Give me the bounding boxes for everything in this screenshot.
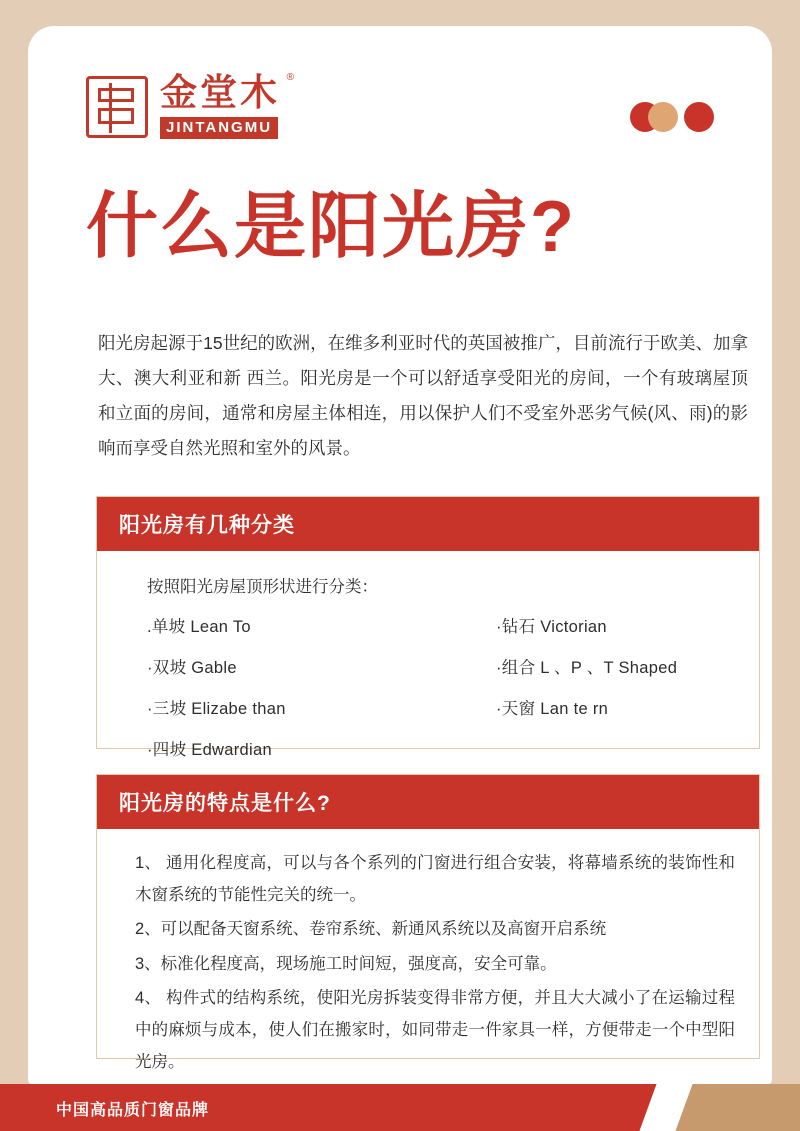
dot-red-2-icon <box>684 102 714 132</box>
page-title: 什么是阳光房? <box>86 187 576 267</box>
section-features <box>96 774 760 1072</box>
list-item: ·钻石 Victorian <box>496 618 607 636</box>
section-classification-body <box>97 551 759 787</box>
list-item: ·天窗 Lan te rn <box>496 700 609 718</box>
classification-sub-label: 按照阳光房屋顶形状进行分类： <box>147 578 378 596</box>
section-classification <box>96 496 760 759</box>
decorative-dots <box>630 102 714 132</box>
registered-mark-icon: ® <box>286 72 294 83</box>
classification-column-right <box>428 613 735 777</box>
intro-paragraph: 阳光房起源于15世纪的欧洲，在维多利亚时代的英国被推广，目前流行于欧美、加拿大、澳大利亚和新 西兰。阳光房是一个可以舒适享受阳光的房间，一个有玻璃屋顶和立面的房间，通常和房屋主体相连，用以保护人们不受室外恶劣气候(风、雨)的影响而享受自然光照和室外的风景。 <box>98 333 748 458</box>
poster-card <box>28 26 772 1084</box>
classification-column-left <box>121 613 428 777</box>
list-item: 3、标准化程度高，现场施工时间短，强度高，安全可靠。 <box>135 954 557 973</box>
list-item: 2、可以配备天窗系统、卷帘系统、新通风系统以及高窗开启系统 <box>135 920 607 939</box>
list-item: ·双坡 Gable <box>147 659 237 677</box>
list-item: .单坡 Lean To <box>147 618 251 636</box>
section-features-body <box>97 829 759 1090</box>
brand-name-cn: 金堂木 <box>160 72 280 113</box>
brand-name-en: JINTANGMU <box>160 117 278 139</box>
section-features-heading: 阳光房的特点是什么? <box>97 775 759 829</box>
list-item: ·组合 L 、P 、T Shaped <box>496 659 678 677</box>
footer-bar <box>0 1084 800 1131</box>
footer-slogan: 中国高品质门窗品牌 <box>56 1102 210 1119</box>
section-classification-heading: 阳光房有几种分类 <box>97 497 759 551</box>
list-item: ·三坡 Elizabe than <box>147 700 286 718</box>
brand-logo <box>86 72 294 139</box>
dot-tan-icon <box>648 102 678 132</box>
brand-logo-text <box>160 72 294 139</box>
list-item: 1、 通用化程度高，可以与各个系列的门窗进行组合安装，将幕墙系统的装饰性和木窗系统的节能性完关的统一。 <box>135 854 735 905</box>
list-item: ·四坡 Edwardian <box>147 741 272 759</box>
list-item: 4、 构件式的结构系统，使阳光房拆装变得非常方便，并且大大减小了在运输过程中的麻烦与成本，使人们在搬家时，如同带走一件家具一样，方便带走一个中型阳光房。 <box>135 988 735 1072</box>
footer-tan-decoration <box>704 1084 800 1131</box>
jintangmu-seal-icon <box>86 76 148 138</box>
